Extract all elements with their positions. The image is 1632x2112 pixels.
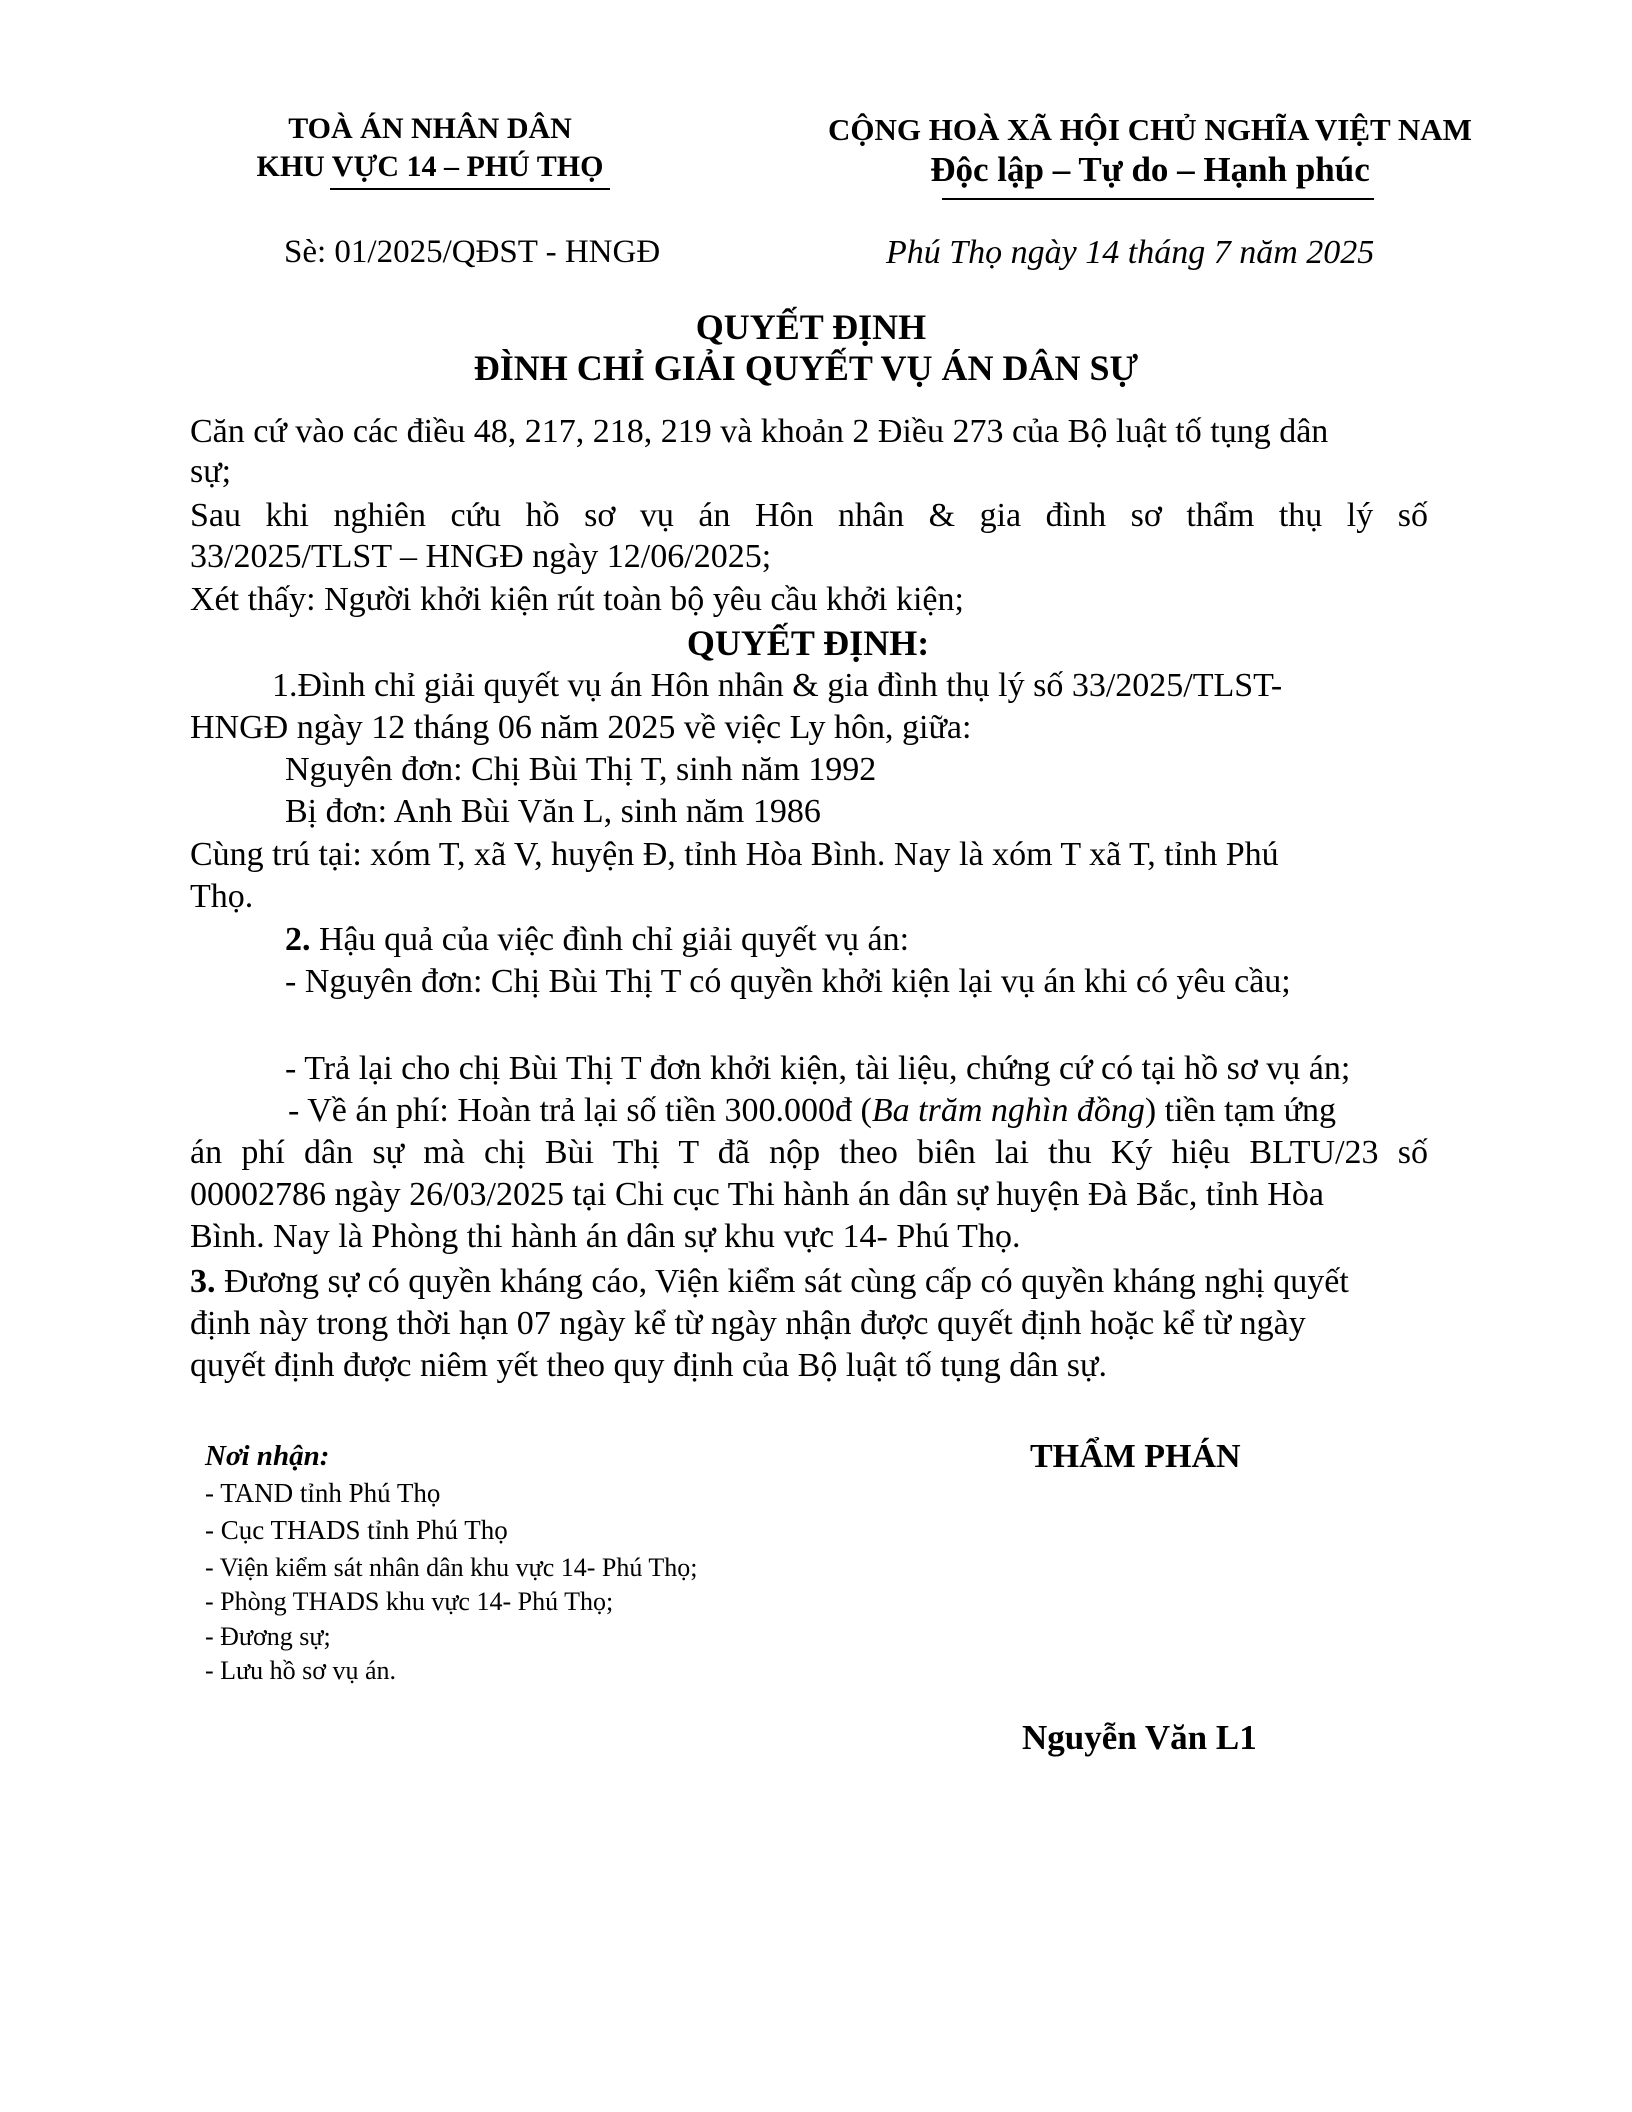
decision-item2-b: - Trả lại cho chị Bùi Thị T đơn khởi kiện, tài liệu, chứng cứ có tại hồ sơ vụ án;: [285, 1050, 1351, 1087]
fee-amount-words: Ba trăm nghìn đồng: [871, 1092, 1145, 1129]
motto-underline-divider: [942, 198, 1374, 200]
decision-item3-text: Đương sự có quyền kháng cáo, Viện kiểm sát cùng cấp có quyền kháng nghị quyết: [215, 1263, 1349, 1300]
court-name-line2: KHU VỰC 14 – PHÚ THỌ: [256, 150, 604, 183]
recipient-item: - Cục THADS tỉnh Phú Thọ: [205, 1515, 508, 1545]
decision-item3-line2: định này trong thời hạn 07 ngày kể từ ngày nhận được quyết định hoặc kể từ ngày: [190, 1305, 1306, 1342]
court-name-line1: TOÀ ÁN NHÂN DÂN: [288, 112, 572, 145]
decision-item2-text: Hậu quả của việc đình chỉ giải quyết vụ án:: [310, 921, 910, 958]
judge-title: THẨM PHÁN: [1030, 1438, 1241, 1475]
recipient-item: - Đương sự;: [205, 1622, 331, 1651]
recipients-title: Nơi nhận:: [205, 1440, 330, 1472]
decision-item2-c-line3: 00002786 ngày 26/03/2025 tại Chi cục Thi hành án dân sự huyện Đà Bắc, tỉnh Hòa: [190, 1176, 1324, 1213]
recipient-item: - Phòng THADS khu vực 14- Phú Thọ;: [205, 1587, 614, 1616]
decision-item2-heading: [285, 920, 909, 960]
decision-item2-c-line1: [288, 1091, 1336, 1131]
decision-heading: QUYẾT ĐỊNH:: [686, 623, 930, 663]
study-line2: 33/2025/TLST – HNGĐ ngày 12/06/2025;: [190, 538, 772, 575]
national-motto: Độc lập – Tự do – Hạnh phúc: [930, 150, 1370, 189]
recipient-item: - TAND tỉnh Phú Thọ: [205, 1478, 441, 1508]
recipient-item: - Lưu hồ sơ vụ án.: [205, 1656, 397, 1685]
decision-item3-number: 3.: [190, 1263, 216, 1300]
decision-item2-c-line4: Bình. Nay là Phòng thi hành án dân sự khu vực 14- Phú Thọ.: [190, 1218, 1021, 1255]
residence-line2: Thọ.: [190, 878, 254, 915]
document-date: Phú Thọ ngày 14 tháng 7 năm 2025: [886, 234, 1375, 271]
recipient-item: - Viện kiểm sát nhân dân khu vực 14- Phú Thọ;: [205, 1553, 698, 1582]
document-subtitle: ĐÌNH CHỈ GIẢI QUYẾT VỤ ÁN DÂN SỰ: [473, 348, 1139, 388]
national-title: CỘNG HOÀ XÃ HỘI CHỦ NGHĨA VIỆT NAM: [828, 112, 1472, 147]
decision-item3-line3: quyết định được niêm yết theo quy định của Bộ luật tố tụng dân sự.: [190, 1347, 1107, 1384]
residence-line1: Cùng trú tại: xóm T, xã V, huyện Đ, tỉnh Hòa Bình. Nay là xóm T xã T, tỉnh Phú: [190, 836, 1279, 873]
document-title: QUYẾT ĐỊNH: [695, 307, 927, 347]
plaintiff-line: Nguyên đơn: Chị Bùi Thị T, sinh năm 1992: [285, 751, 877, 788]
decision-item1-line1: 1.Đình chỉ giải quyết vụ án Hôn nhân & gia đình thụ lý số 33/2025/TLST-: [272, 667, 1283, 704]
decision-item1-line2: HNGĐ ngày 12 tháng 06 năm 2025 về việc Ly hôn, giữa:: [190, 709, 972, 746]
fee-text-suffix: ) tiền tạm ứng: [1144, 1092, 1337, 1129]
fee-text-prefix: - Về án phí: Hoàn trả lại số tiền 300.000đ (: [288, 1092, 872, 1129]
judge-name: Nguyễn Văn L1: [1022, 1718, 1257, 1757]
consideration-line: Xét thấy: Người khởi kiện rút toàn bộ yêu cầu khởi kiện;: [190, 581, 964, 618]
decision-item2-number: 2.: [285, 921, 311, 958]
grounds-line1: Căn cứ vào các điều 48, 217, 218, 219 và khoản 2 Điều 273 của Bộ luật tố tụng dân: [190, 413, 1329, 450]
document-number: Sè: 01/2025/QĐST - HNGĐ: [284, 234, 661, 270]
study-line1: Sau khi nghiên cứu hồ sơ vụ án Hôn nhân & gia đình sơ thẩm thụ lý số: [190, 497, 1428, 534]
court-underline-divider: [330, 188, 610, 190]
decision-item2-a: - Nguyên đơn: Chị Bùi Thị T có quyền khởi kiện lại vụ án khi có yêu cầu;: [285, 963, 1291, 1000]
decision-item2-c-line2: án phí dân sự mà chị Bùi Thị T đã nộp theo biên lai thu Ký hiệu BLTU/23 số: [190, 1134, 1428, 1171]
defendant-line: Bị đơn: Anh Bùi Văn L, sinh năm 1986: [285, 793, 821, 830]
decision-item3-line1: [190, 1262, 1349, 1302]
grounds-line2: sự;: [190, 453, 232, 490]
